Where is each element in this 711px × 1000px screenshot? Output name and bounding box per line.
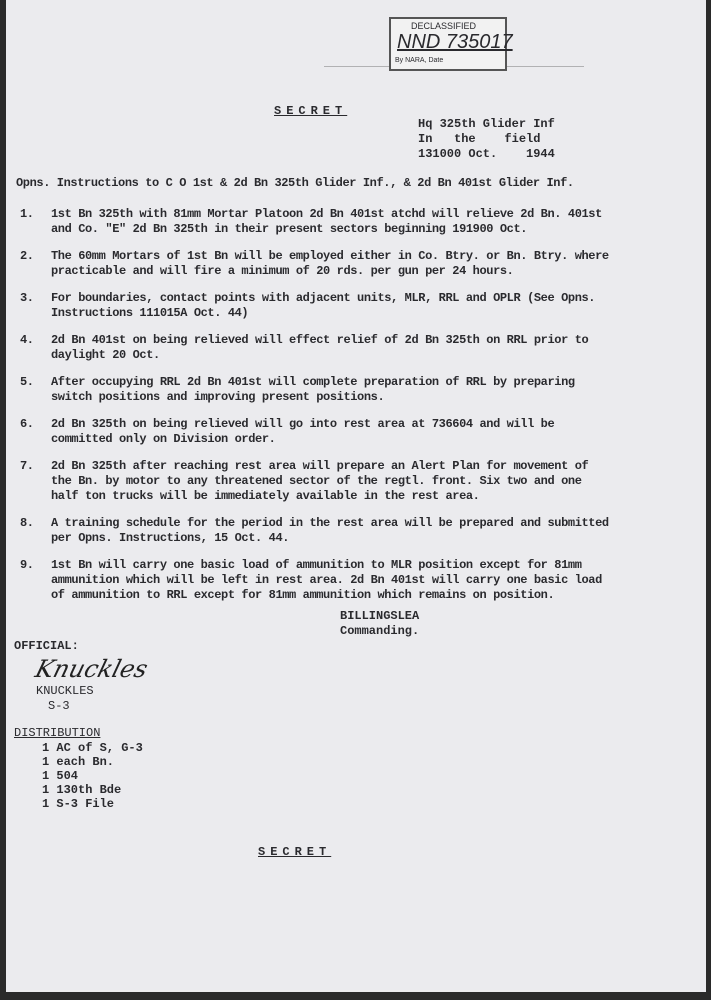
paragraph-text: 1st Bn 325th with 81mm Mortar Platoon 2d Bn 401st atchd will relieve 2d Bn. 401st and Co. "E" 2d Bn 325th in their present sectors beginning 191900 Oct. [51,207,602,236]
paragraph-number: 3. [20,291,34,305]
location-header: In the field [418,132,541,146]
paragraph-text: A training schedule for the period in the rest area will be prepared and submitted per Opns. Instructions, 15 Oct. 44. [51,516,609,545]
distribution-item: 1 130th Bde [42,783,122,797]
handwritten-signature: Knuckles [32,655,151,683]
paragraph-number: 1. [20,207,34,221]
paragraph-text: After occupying RRL 2d Bn 401st will complete preparation of RRL by preparing switch positions and improving present positions. [51,375,575,404]
stamp-authority: NND 735017 [397,31,513,53]
paragraph [20,375,610,405]
paragraph-text: The 60mm Mortars of 1st Bn will be employed either in Co. Btry. or Bn. Btry. where practicable and will fire a minimum of 20 rds. per gun per 24 hours. [51,249,609,278]
distribution-item: 1 AC of S, G-3 [42,741,143,755]
official-name: KNUCKLES [36,684,94,698]
paragraph-text: For boundaries, contact points with adjacent units, MLR, RRL and OPLR (See Opns. Instructions 111015A Oct. 44) [51,291,596,320]
date-time-group: 131000 Oct. 1944 [418,147,555,161]
paragraph-text: 1st Bn will carry one basic load of ammunition to MLR position except for 81mm ammunition which will be left in rest area. 2d Bn 401st will carry one basic load of ammunition to RRL except for 81mm ammunition which remains on position. [51,558,602,602]
paragraph-number: 8. [20,516,34,530]
commander-title: Commanding. [340,624,420,638]
distribution-item: 1 S-3 File [42,797,115,811]
paragraph-text: 2d Bn 325th on being relieved will go into rest area at 736604 and will be committed only on Division order. [51,417,555,446]
paragraph-number: 7. [20,459,34,473]
commander-name: BILLINGSLEA [340,609,420,623]
subject-line: Opns. Instructions to C O 1st & 2d Bn 325th Glider Inf., & 2d Bn 401st Glider Inf. [16,176,574,190]
paragraph-number: 6. [20,417,34,431]
distribution-item: 1 each Bn. [42,755,115,769]
paragraph [20,207,610,237]
paragraph [20,333,610,363]
paragraph-number: 4. [20,333,34,347]
paragraph [20,459,610,504]
official-label: OFFICIAL: [14,639,79,653]
paragraph-number: 9. [20,558,34,572]
paragraph [20,516,610,546]
paragraph [20,558,610,603]
classification-header: SECRET [274,104,348,118]
distribution-heading: DISTRIBUTION [14,726,101,740]
unit-header: Hq 325th Glider Inf [418,117,555,131]
paragraph-text: 2d Bn 325th after reaching rest area will prepare an Alert Plan for movement of the Bn. by motor to any threatened sector of the regtl. front. Six two and one half ton trucks will be immediately available in the rest area. [51,459,589,503]
paragraph [20,291,610,321]
paragraph [20,417,610,447]
paragraph-text: 2d Bn 401st on being relieved will effect relief of 2d Bn 325th on RRL prior to daylight 20 Oct. [51,333,589,362]
paragraph-number: 5. [20,375,34,389]
official-title: S-3 [48,699,70,713]
document-page [6,0,706,992]
distribution-item: 1 504 [42,769,79,783]
classification-footer: SECRET [258,845,332,859]
document-body [14,207,614,860]
stamp-label: DECLASSIFIED [411,21,477,31]
paragraph-number: 2. [20,249,34,263]
paragraph [20,249,610,279]
stamp-by-line: By NARA, Date [395,57,444,64]
declassified-stamp [389,17,513,71]
